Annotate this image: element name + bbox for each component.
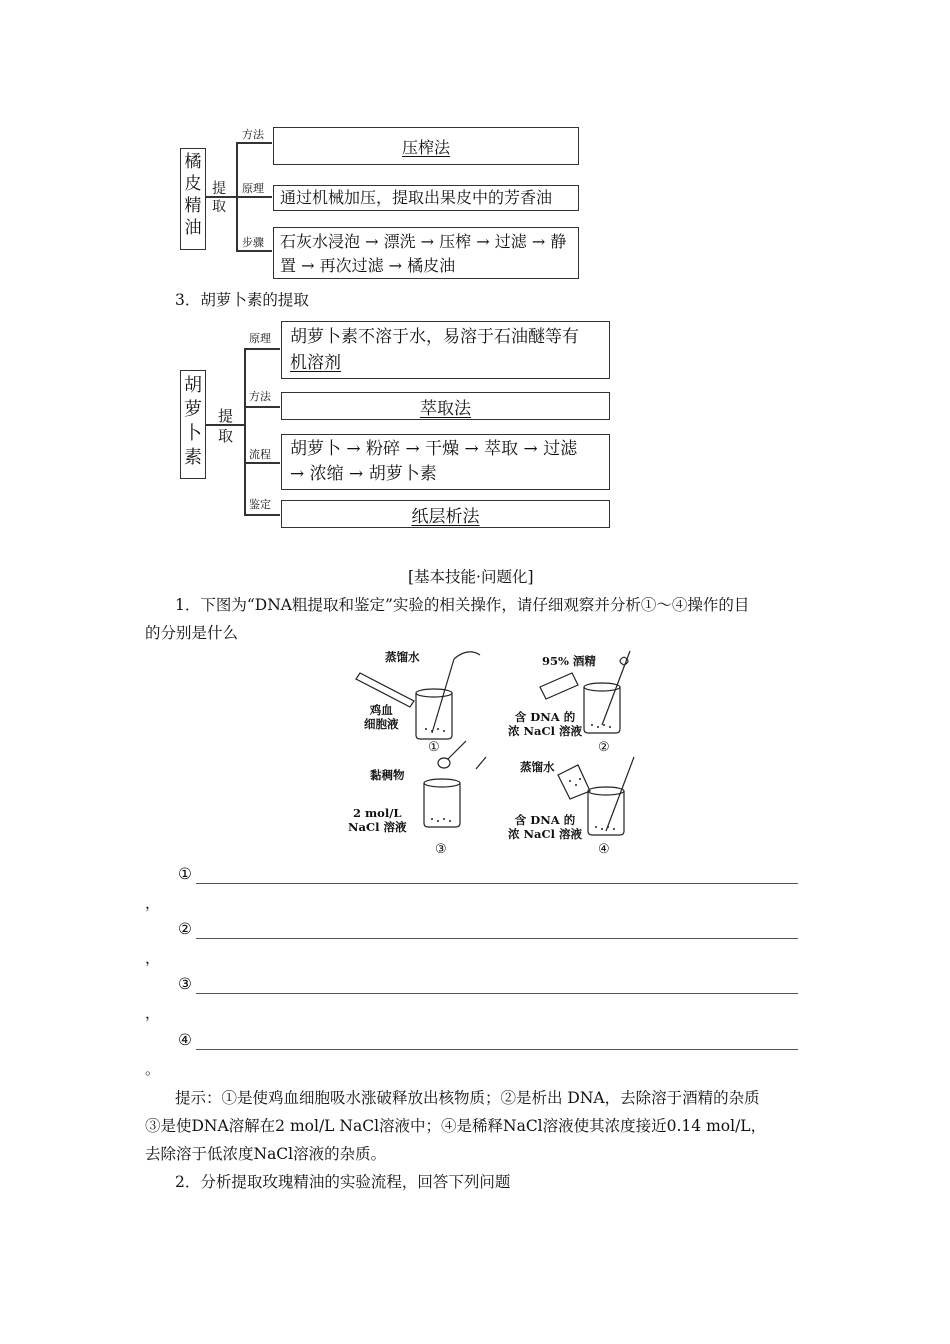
orange-char: 皮 bbox=[184, 174, 202, 194]
answer-blank[interactable] bbox=[196, 938, 798, 939]
bottle-2 bbox=[540, 673, 578, 699]
steps-label: 步骤 bbox=[242, 236, 264, 249]
fig-number: ④ bbox=[598, 842, 610, 857]
carotene-char: 萝 bbox=[184, 399, 202, 420]
fig-label-line: NaCl 溶液 bbox=[348, 820, 407, 834]
period: 。 bbox=[145, 1060, 161, 1078]
answer-blank[interactable] bbox=[196, 993, 798, 994]
steps-text: 石灰水浸泡 → 漂洗 → 压榨 → 过滤 → 静 bbox=[280, 232, 567, 251]
glass-rod-4 bbox=[606, 757, 634, 831]
hint-line: 去除溶于低浓度NaCl溶液的杂质。 bbox=[145, 1145, 387, 1163]
comma: ， bbox=[145, 894, 161, 912]
principle-text: 通过机械加压，提取出果皮中的芳香油 bbox=[280, 188, 553, 207]
question-1 bbox=[145, 591, 810, 647]
hint-line: ③是使DNA溶解在2 mol/L NaCl溶液中；④是稀释NaCl溶液使其浓度接近0.14 mol/L， bbox=[145, 1117, 767, 1135]
answer-label: ② bbox=[178, 920, 192, 938]
method-text: 压榨法 bbox=[401, 137, 450, 157]
carotene-title-box bbox=[180, 370, 206, 479]
question-1-line: 1．下图为“DNA粗提取和鉴定”实验的相关操作，请仔细观察并分析①～④操作的目 bbox=[175, 596, 750, 614]
bottle-1 bbox=[356, 673, 414, 707]
principle-label: 原理 bbox=[249, 332, 271, 345]
process-text: → 浓缩 → 胡萝卜素 bbox=[290, 464, 437, 484]
beaker-3 bbox=[424, 783, 460, 827]
carotene-char: 卜 bbox=[184, 423, 202, 444]
fig-label-line: 浓 NaCl 溶液 bbox=[508, 724, 582, 738]
method-label: 方法 bbox=[249, 390, 271, 403]
extract-char: 提 bbox=[218, 407, 234, 425]
fig-number: ① bbox=[428, 740, 440, 755]
answer-label: ③ bbox=[178, 975, 192, 993]
carotene-process-box bbox=[281, 434, 610, 490]
fig-label: 95% 酒精 bbox=[542, 654, 596, 668]
orange-char: 橘 bbox=[184, 152, 202, 172]
section3-title: 3．胡萝卜素的提取 bbox=[175, 291, 309, 309]
method-text: 萃取法 bbox=[420, 398, 471, 419]
carotene-method-box bbox=[281, 392, 610, 420]
principle-text: 胡萝卜素不溶于水，易溶于石油醚等有 bbox=[290, 327, 579, 347]
orange-extract-label bbox=[212, 180, 226, 216]
glass-rod-1 bbox=[432, 659, 454, 733]
answer-label: ① bbox=[178, 865, 192, 883]
glass-rod-2 bbox=[602, 651, 630, 725]
spoon-3 bbox=[448, 741, 466, 759]
hint bbox=[145, 1084, 810, 1168]
fig-label bbox=[348, 806, 407, 834]
orange-char: 精 bbox=[184, 196, 202, 216]
hint-line: 提示：①是使鸡血细胞吸水涨破释放出核物质；②是析出 DNA，去除溶于酒精的杂质 bbox=[175, 1089, 760, 1107]
orange-method-box bbox=[273, 127, 579, 165]
answer-blank[interactable] bbox=[196, 883, 798, 884]
extract-char: 提 bbox=[212, 181, 226, 197]
fig-label bbox=[508, 710, 582, 738]
orange-steps-box bbox=[273, 227, 579, 279]
carotene-principle-box bbox=[281, 321, 610, 379]
fig-number: ③ bbox=[435, 842, 447, 857]
principle-text: 机溶剂 bbox=[290, 353, 341, 373]
beaker-1 bbox=[416, 693, 452, 739]
fig-label: 黏稠物 bbox=[370, 768, 405, 782]
carotene-char: 胡 bbox=[184, 375, 202, 396]
carotene-identify-box bbox=[281, 500, 610, 528]
steps-text: 置 → 再次过滤 → 橘皮油 bbox=[280, 256, 456, 275]
extract-char: 取 bbox=[218, 427, 234, 445]
answer-blank[interactable] bbox=[196, 1049, 798, 1050]
question-1-line: 的分别是什么 bbox=[145, 624, 239, 642]
fig-number: ② bbox=[598, 740, 610, 755]
identify-text: 纸层析法 bbox=[411, 506, 480, 527]
fig-label-line: 细胞液 bbox=[364, 717, 399, 731]
fig-label: 蒸馏水 bbox=[385, 650, 420, 664]
orange-char: 油 bbox=[184, 218, 202, 238]
beaker-pour-4 bbox=[558, 765, 590, 799]
fig-label-line: 浓 NaCl 溶液 bbox=[508, 827, 582, 841]
carotene-char: 素 bbox=[184, 447, 202, 468]
extract-char: 取 bbox=[212, 199, 226, 215]
orange-principle-box bbox=[273, 185, 579, 211]
fig-label bbox=[508, 813, 582, 841]
principle-label: 原理 bbox=[242, 182, 264, 195]
orange-title-box bbox=[180, 148, 206, 250]
process-label: 流程 bbox=[249, 448, 271, 461]
beaker-2 bbox=[584, 687, 620, 733]
fig-label-line: 2 mol/L bbox=[353, 806, 402, 820]
fig-label bbox=[364, 703, 399, 731]
comma: ， bbox=[145, 949, 161, 967]
skills-heading: [基本技能·问题化] bbox=[408, 568, 534, 586]
fig-label-line: 含 DNA 的 bbox=[514, 710, 576, 724]
fig-label-line: 鸡血 bbox=[369, 703, 393, 717]
question-2: 2．分析提取玫瑰精油的实验流程，回答下列问题 bbox=[175, 1173, 511, 1191]
comma: ， bbox=[145, 1004, 161, 1022]
fig-label-line: 含 DNA 的 bbox=[514, 813, 576, 827]
fig-label: 蒸馏水 bbox=[520, 760, 555, 774]
identify-label: 鉴定 bbox=[249, 498, 271, 511]
carotene-extract-label bbox=[218, 406, 233, 446]
method-label: 方法 bbox=[242, 128, 264, 141]
answer-label: ④ bbox=[178, 1031, 192, 1049]
process-text: 胡萝卜 → 粉碎 → 干燥 → 萃取 → 过滤 bbox=[290, 439, 578, 459]
